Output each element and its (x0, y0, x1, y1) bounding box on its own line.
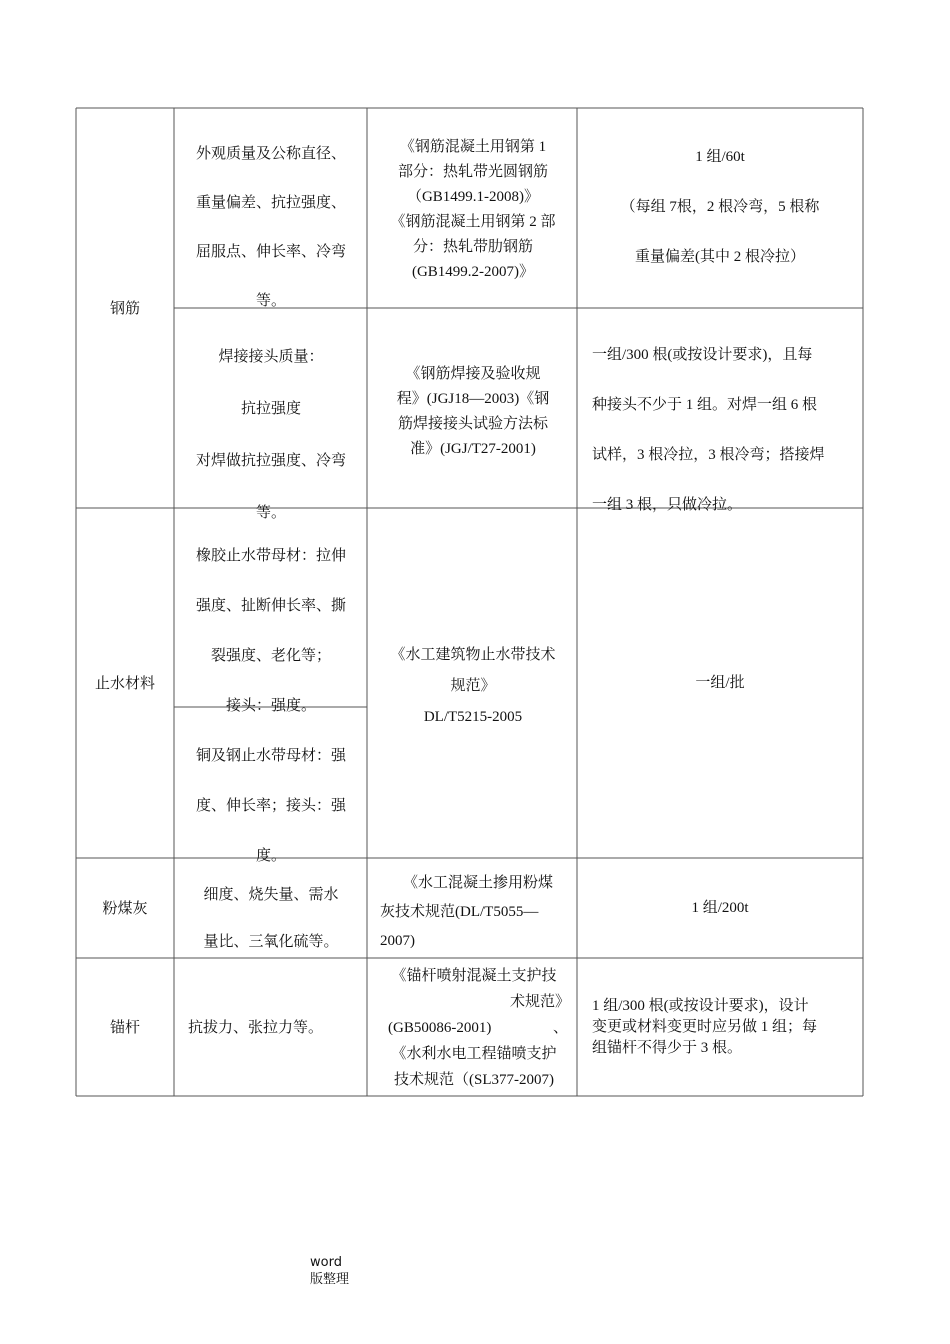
text-line: 度、伸长率；接头：强 (195, 796, 346, 814)
text-line: 《水工建筑物止水带技术 (390, 647, 556, 663)
text-line: 焊接接头质量： (218, 347, 324, 365)
text-line: 组锚杆不得少于 3 根。 (592, 1040, 743, 1056)
text-line: 重量偏差(其中 2 根冷拉） (635, 249, 805, 265)
text-line: （每组 7根，2 根冷弯，5 根称 (620, 199, 820, 215)
test-item: 抗拔力、张拉力等。 (188, 1018, 324, 1036)
text-line: 种接头不少于 1 组。对焊一组 6 根 (592, 397, 818, 413)
material-name-fenmeihui: 粉煤灰 (102, 898, 148, 917)
text-line: 等。 (255, 291, 286, 309)
text-line: 细度、烧失量、需水 (203, 885, 339, 903)
test-item (178, 129, 364, 325)
text-line: 部分：热轧带光圆钢筋 (397, 164, 548, 180)
text-line: 屈服点、伸长率、冷弯 (195, 242, 346, 260)
text-line: 外观质量及公称直径、 (195, 144, 346, 162)
sampling-frequency (592, 996, 862, 1059)
text-line: 1 组/60t (695, 149, 745, 165)
text-line: 橡胶止水带母材：拉伸 (195, 546, 346, 564)
text-line: DL/T5215-2005 (423, 709, 523, 725)
test-item (178, 530, 364, 730)
text-line: 术规范》 (509, 994, 570, 1010)
text-line: 《水利水电工程锚喷支护 (391, 1046, 557, 1062)
text-line: 《钢筋混凝土用钢第 2 部 (390, 214, 556, 230)
footer-line: 版整理 (310, 1272, 350, 1287)
text-line: 强度、扯断伸长率、撕 (195, 596, 346, 614)
text-line: 准》(JGJ/T27-2001) (410, 441, 536, 457)
text-line: (GB1499.2-2007)》 (411, 264, 535, 280)
standard-reference (380, 869, 576, 956)
standard-reference (372, 135, 574, 285)
text-line: 一组/300 根(或按设计要求)，且每 (592, 347, 813, 363)
text-line: 试样，3 根冷拉，3 根冷弯；搭接焊 (592, 447, 825, 463)
text-line: 程》(JGJ18—2003)《钢 (396, 391, 550, 407)
standard-reference (372, 640, 574, 733)
text-line: 《钢筋焊接及验收规 (405, 366, 541, 382)
material-name-gangjin: 钢筋 (109, 298, 140, 317)
material-name-zhishui: 止水材料 (94, 673, 155, 692)
text-line: 规范》 (450, 678, 496, 694)
standard-reference (374, 963, 574, 1093)
standard-reference (372, 362, 574, 462)
sampling-frequency (592, 330, 862, 530)
text-line: 技术规范（(SL377-2007) (394, 1072, 554, 1088)
text-line: 2007) (380, 933, 415, 949)
sampling-frequency: 1 组/200t (691, 899, 749, 916)
text-line: 变更或材料变更时应另做 1 组；每 (592, 1019, 818, 1035)
text-line: 灰技术规范(DL/T5055— (380, 904, 539, 920)
text-line: 量比、三氧化硫等。 (203, 932, 339, 950)
text-line: 等。 (255, 503, 286, 521)
text-line: 铜及钢止水带母材：强 (195, 746, 346, 764)
text-line: 接头：强度。 (225, 696, 316, 714)
text-line: 筋焊接接头试验方法标 (397, 416, 548, 432)
text-line: 一组 3 根，只做冷拉。 (592, 497, 743, 513)
text-line: 《钢筋混凝土用钢第 1 (399, 139, 547, 155)
test-item (178, 730, 364, 880)
text-line: （GB1499.1-2008)》 (406, 189, 540, 205)
text-line: 分：热轧带肋钢筋 (412, 239, 533, 255)
text-line: 对焊做抗拉强度、冷弯 (195, 451, 346, 469)
text-line: (GB50086-2001) 、 (388, 1020, 568, 1036)
sampling-frequency: 一组/批 (695, 674, 745, 691)
footer-note (310, 1254, 349, 1288)
text-line: 重量偏差、抗拉强度、 (195, 193, 346, 211)
test-item (178, 330, 364, 538)
text-line: 裂强度、老化等； (210, 646, 331, 664)
footer-line: word (310, 1255, 342, 1270)
text-line: 《锚杆喷射混凝土支护技 (391, 968, 557, 984)
text-line: 1 组/300 根(或按设计要求)，设计 (592, 998, 809, 1014)
text-line: 抗拉强度 (240, 399, 301, 417)
text-line: 度。 (255, 846, 286, 864)
material-name-maogan: 锚杆 (109, 1017, 140, 1036)
sampling-frequency (580, 132, 860, 282)
test-item (178, 871, 364, 965)
text-line: 《水工混凝土掺用粉煤 (402, 875, 553, 891)
